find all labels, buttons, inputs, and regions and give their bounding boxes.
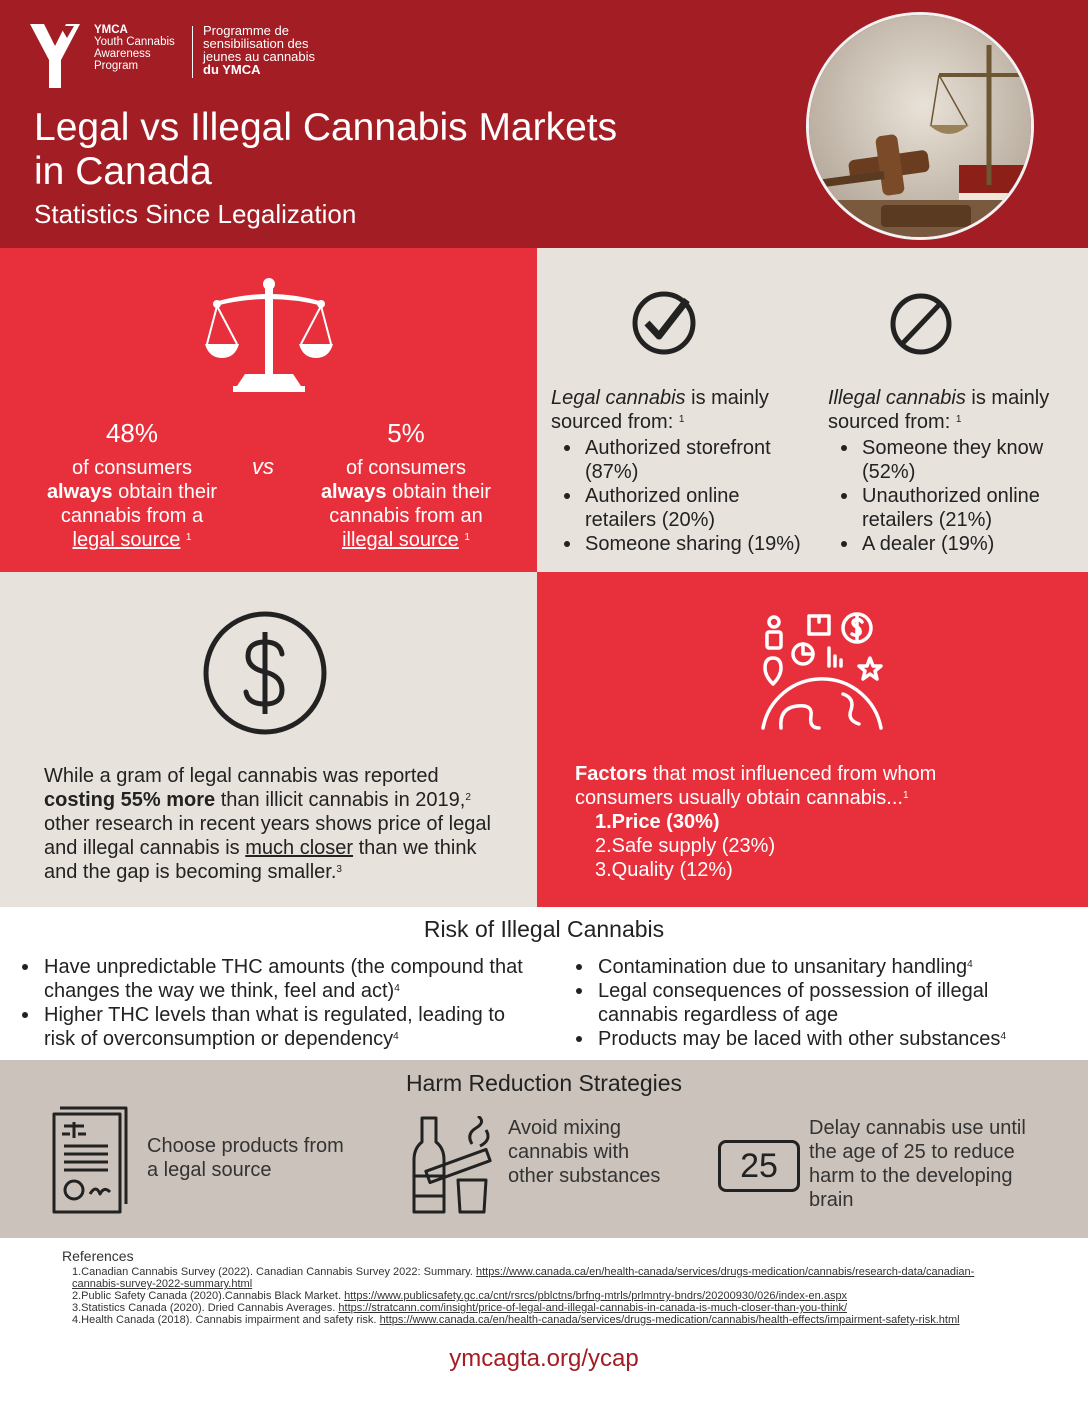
list-item: Unauthorized online retailers (21%) (828, 484, 1078, 532)
list-item: Have unpredictable THC amounts (the compound that changes the way we think, feel and act)$^4$ (18, 955, 538, 1003)
age-25-badge: 25 (718, 1140, 800, 1192)
legal-source-link: legal source (72, 529, 181, 551)
price-panel (0, 572, 537, 907)
consumer-source-stats-panel (0, 248, 537, 572)
scales-and-gavel-photo (806, 12, 1034, 240)
legal-percent: 48% (105, 418, 159, 448)
header (0, 0, 1088, 248)
illegal-source-stat: 5% of consumers always obtain their cannabis from an illegal source $^1$ (296, 418, 516, 552)
list-item: Legal consequences of possession of illegal cannabis regardless of age (572, 979, 1052, 1027)
risk-heading: Risk of Illegal Cannabis (423, 916, 665, 942)
list-item: A dealer (19%) (828, 532, 1078, 556)
harm-legal-source-text: Choose products from a legal source (147, 1135, 344, 1181)
reference-item: 1.Canadian Cannabis Survey (2022). Canadian Cannabis Survey 2022: Summary. https://www.canada.ca/en/health-canada/services/drugs-medication/cannabis/research-data/canadian-cannabis-survey-2022-summary.html (72, 1266, 975, 1290)
checkmark-circle-icon (631, 290, 697, 356)
ymca-logo (30, 24, 323, 88)
harm-heading: Harm Reduction Strategies (405, 1070, 683, 1096)
factors-panel (537, 572, 1088, 907)
list-item: Contamination due to unsanitary handling$^4$ (572, 955, 1052, 979)
sources-panel (537, 248, 1088, 572)
harm-delay-use-text: Delay cannabis use until the age of 25 to reduce harm to the developing brain (809, 1117, 1026, 1211)
page-subtitle: Statistics Since Legalization (34, 199, 357, 229)
vs-label: vs (252, 454, 274, 479)
balance-scale-icon (205, 276, 333, 394)
reference-link[interactable]: https://www.publicsafety.gc.ca/cnt/rsrcs/pblctns/brfng-mtrls/prlmntry-bndrs/20200930/026/index-en.aspx (344, 1290, 848, 1302)
price-text: While a gram of legal cannabis was reported costing 55% more than illicit cannabis in 2019,$^2$ other research in recent years shows price of legal and illegal cannabis is much closer than we think and the gap is becoming smaller.$^3$ (44, 765, 491, 883)
legal-sources-list: Legal cannabis is mainly sourced from: $^1$ Authorized storefront (87%) Authorized online retailers (20%) Someone sharing (19%) (551, 386, 811, 556)
logo-divider (192, 26, 193, 78)
references-title: References (62, 1248, 134, 1264)
harm-reduction-section (0, 1060, 1088, 1238)
list-item: Someone they know (52%) (828, 436, 1078, 484)
dollar-sign-icon (202, 610, 328, 736)
reference-link[interactable]: https://www.canada.ca/en/health-canada/services/drugs-medication/cannabis/research-data/canadian-cannabis-survey-2022-summary.html (72, 1266, 975, 1290)
page-title: Legal vs Illegal Cannabis Markets in Canada (34, 106, 618, 193)
list-item: 3.Quality (12%) (595, 859, 733, 881)
risk-list-right (572, 955, 1052, 1051)
list-item: 1.Price (30%) (595, 811, 720, 833)
list-item: 2.Safe supply (23%) (595, 835, 776, 857)
list-item: Authorized storefront (87%) (551, 436, 811, 484)
legal-source-stat: 48% of consumers always obtain their cannabis from a legal source $^1$ (22, 418, 242, 552)
risk-list-left (18, 955, 538, 1051)
illegal-source-link: illegal source (342, 529, 459, 551)
prohibited-icon (889, 292, 953, 356)
alcohol-smoking-icon (412, 1116, 496, 1216)
list-item: Authorized online retailers (20%) (551, 484, 811, 532)
globe-commerce-icon (759, 610, 889, 732)
list-item: Someone sharing (19%) (551, 532, 811, 556)
reference-item: 4.Health Canada (2018). Cannabis impairment and safety risk. https://www.canada.ca/en/health-canada/services/drugs-medication/cannabis/health-effects/impairment-safety-risk.html (72, 1314, 960, 1326)
logo-french-text: Programme de sensibilisation des jeunes au cannabis du YMCA (203, 23, 316, 77)
reference-item: 2.Public Safety Canada (2020).Cannabis Black Market. https://www.publicsafety.gc.ca/cnt/rsrcs/pblctns/brfng-mtrls/prlmntry-bndrs/20200930/026/index-en.aspx (72, 1290, 848, 1302)
ymca-y-icon (30, 24, 80, 88)
logo-english-text: YMCA Youth Cannabis Awareness Program (94, 24, 175, 72)
list-item: Higher THC levels than what is regulated, leading to risk of overconsumption or dependency$^4$ (18, 1003, 538, 1051)
references (62, 1248, 1022, 1326)
reference-link[interactable]: https://www.canada.ca/en/health-canada/services/drugs-medication/cannabis/health-effects/impairment-safety-risk.html (379, 1314, 960, 1326)
footer-url[interactable]: ymcagta.org/ycap (449, 1345, 639, 1372)
reference-item: 3.Statistics Canada (2020). Dried Cannabis Averages. https://stratcann.com/insight/price-of-legal-and-illegal-cannabis-in-canada-is-much-closer-than-you-think/ (72, 1302, 848, 1314)
factors-text: Factors that most influenced from whom consumers usually obtain cannabis...$^1$ 1.Price (30%) 2.Safe supply (23%) 3.Quality (12%) (575, 762, 1035, 882)
list-item: Products may be laced with other substances$^4$ (572, 1027, 1052, 1051)
illegal-percent: 5% (387, 418, 425, 448)
reference-link[interactable]: https://stratcann.com/insight/price-of-legal-and-illegal-cannabis-in-canada-is-much-closer-than-you-think/ (338, 1302, 848, 1314)
legal-document-icon (50, 1106, 134, 1216)
illegal-sources-list: Illegal cannabis is mainly sourced from: $^1$ Someone they know (52%) Unauthorized online retailers (21%) A dealer (19%) (828, 386, 1078, 556)
harm-avoid-mixing-text: Avoid mixing cannabis with other substances (508, 1117, 661, 1187)
